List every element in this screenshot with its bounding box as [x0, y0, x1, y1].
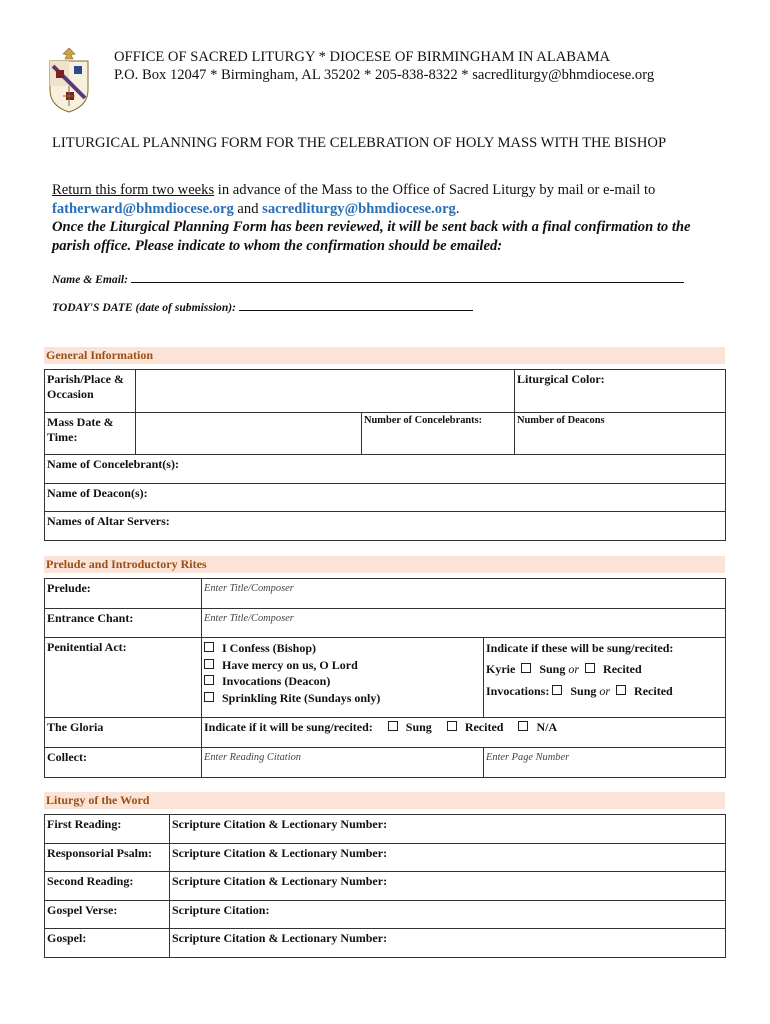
collect-page-field[interactable]: Enter Page Number	[484, 748, 726, 778]
penitential-act-label: Penitential Act:	[45, 638, 202, 718]
office-header: OFFICE OF SACRED LITURGY * DIOCESE OF BIRMINGHAM IN ALABAMA	[114, 49, 611, 65]
kyrie-or: or	[568, 661, 580, 676]
first-reading-field-label: Scripture Citation & Lectionary Number:	[172, 817, 388, 831]
responsorial-psalm-field[interactable]	[170, 844, 726, 872]
second-reading-field-label: Scripture Citation & Lectionary Number:	[172, 874, 388, 888]
section-liturgy-of-the-word: Liturgy of the Word	[44, 792, 725, 809]
checkbox-gloria-sung[interactable]	[388, 721, 398, 731]
general-info-table	[44, 369, 726, 541]
gospel-field[interactable]	[170, 929, 726, 958]
instructions	[52, 181, 732, 255]
email-link-fatherward[interactable]: fatherward@bhmdiocese.org	[52, 200, 234, 217]
concelebrants-names-field[interactable]	[45, 455, 726, 484]
sung-recited-options	[484, 638, 726, 718]
checkbox-invocations-recited[interactable]	[616, 685, 626, 695]
entrance-chant-field[interactable]: Enter Title/Composer	[202, 609, 726, 638]
mass-date-field[interactable]	[136, 413, 362, 455]
concelebrants-count-field[interactable]	[362, 413, 515, 455]
sung-recited-label: Indicate if these will be sung/recited:	[486, 641, 674, 655]
gospel-verse-field[interactable]	[170, 901, 726, 929]
prelude-field[interactable]: Enter Title/Composer	[202, 579, 726, 609]
return-text: in advance of the Mass to the Office of Sacred Liturgy by mail or e-mail to	[214, 182, 656, 198]
penitential-options	[202, 638, 484, 718]
and-text: and	[233, 200, 263, 217]
kyrie-recited-label: Recited	[603, 661, 642, 676]
section-general-information: General Information	[44, 347, 725, 364]
deacons-names-label: Name of Deacon(s):	[47, 486, 148, 500]
deacons-count-field[interactable]	[515, 413, 726, 455]
kyrie-label: Kyrie	[486, 661, 516, 676]
invocations-label: Invocations:	[486, 684, 550, 698]
responsorial-psalm-field-label: Scripture Citation & Lectionary Number:	[172, 846, 388, 860]
responsorial-psalm-label: Responsorial Psalm:	[45, 844, 170, 872]
gospel-verse-field-label: Scripture Citation:	[172, 903, 270, 917]
first-reading-label: First Reading:	[45, 815, 170, 844]
checkbox-kyrie-recited[interactable]	[585, 663, 595, 673]
gloria-label: The Gloria	[45, 718, 202, 748]
invocations-sung-label: Sung	[570, 684, 597, 698]
prelude-table	[44, 578, 726, 778]
deacons-names-field[interactable]	[45, 484, 726, 512]
todays-date-line	[52, 300, 473, 314]
second-reading-field[interactable]	[170, 872, 726, 901]
checkbox-sprinkling-rite[interactable]	[204, 692, 214, 702]
entrance-chant-label: Entrance Chant:	[45, 609, 202, 638]
second-reading-label: Second Reading:	[45, 872, 170, 901]
parish-label: Parish/Place & Occasion	[45, 370, 136, 413]
form-title: LITURGICAL PLANNING FORM FOR THE CELEBRATION OF HOLY MASS WITH THE BISHOP	[52, 135, 667, 151]
checkbox-kyrie-sung[interactable]	[521, 663, 531, 673]
gospel-label: Gospel:	[45, 929, 170, 958]
first-reading-field[interactable]	[170, 815, 726, 844]
todays-date-label: TODAY'S DATE (date of submission):	[52, 301, 239, 314]
period: .	[455, 200, 460, 217]
name-email-line	[52, 272, 684, 286]
collect-citation-field[interactable]: Enter Reading Citation	[202, 748, 484, 778]
gospel-field-label: Scripture Citation & Lectionary Number:	[172, 931, 388, 945]
checkbox-invocations-sung[interactable]	[552, 685, 562, 695]
email-link-sacredliturgy[interactable]: sacredliturgy@bhmdiocese.org	[262, 200, 456, 217]
option-have-mercy: Have mercy on us, O Lord	[222, 657, 358, 672]
parish-field[interactable]	[136, 370, 515, 413]
checkbox-have-mercy[interactable]	[204, 659, 214, 669]
gloria-na-label: N/A	[536, 720, 558, 734]
liturgical-color-field[interactable]	[515, 370, 726, 413]
gloria-indicate-label: Indicate if it will be sung/recited:	[204, 720, 373, 734]
liturgy-of-word-table	[44, 814, 726, 958]
altar-servers-field[interactable]	[45, 512, 726, 541]
collect-label: Collect:	[45, 748, 202, 778]
name-email-field[interactable]	[131, 272, 684, 283]
checkbox-invocations[interactable]	[204, 675, 214, 685]
gospel-verse-label: Gospel Verse:	[45, 901, 170, 929]
address-line: P.O. Box 12047 * Birmingham, AL 35202 * 205-838-8322 * sacredliturgy@bhmdiocese.org	[114, 67, 655, 83]
liturgical-color-label: Liturgical Color:	[517, 372, 605, 386]
mass-date-label: Mass Date & Time:	[45, 413, 136, 455]
checkbox-gloria-recited[interactable]	[447, 721, 457, 731]
checkbox-gloria-na[interactable]	[518, 721, 528, 731]
checkbox-i-confess[interactable]	[204, 642, 214, 652]
diocesan-crest-icon	[44, 46, 94, 114]
gloria-sung-label: Sung	[405, 720, 432, 734]
confirmation-note: Once the Liturgical Planning Form has been reviewed, it will be sent back with a final confirmation to the parish office. Please indicate to whom the confirmation should be emailed:	[52, 219, 691, 254]
invocations-recited-label: Recited	[634, 684, 673, 698]
name-email-label: Name & Email:	[52, 273, 131, 286]
return-deadline: Return this form two weeks	[52, 182, 215, 198]
concelebrants-names-label: Name of Concelebrant(s):	[47, 457, 179, 471]
concelebrants-count-label: Number of Concelebrants:	[364, 415, 483, 426]
gloria-recited-label: Recited	[464, 720, 504, 734]
kyrie-sung-label: Sung	[539, 661, 566, 676]
deacons-count-label: Number of Deacons	[517, 415, 605, 426]
todays-date-field[interactable]	[239, 300, 473, 311]
gloria-options	[202, 718, 726, 748]
section-prelude-introductory-rites: Prelude and Introductory Rites	[44, 556, 725, 573]
altar-servers-label: Names of Altar Servers:	[47, 514, 170, 528]
prelude-label: Prelude:	[45, 579, 202, 609]
invocations-or: or	[599, 684, 611, 698]
option-sprinkling-rite: Sprinkling Rite (Sundays only)	[222, 690, 381, 705]
option-invocations: Invocations (Deacon)	[222, 674, 331, 688]
option-i-confess: I Confess (Bishop)	[222, 641, 317, 655]
